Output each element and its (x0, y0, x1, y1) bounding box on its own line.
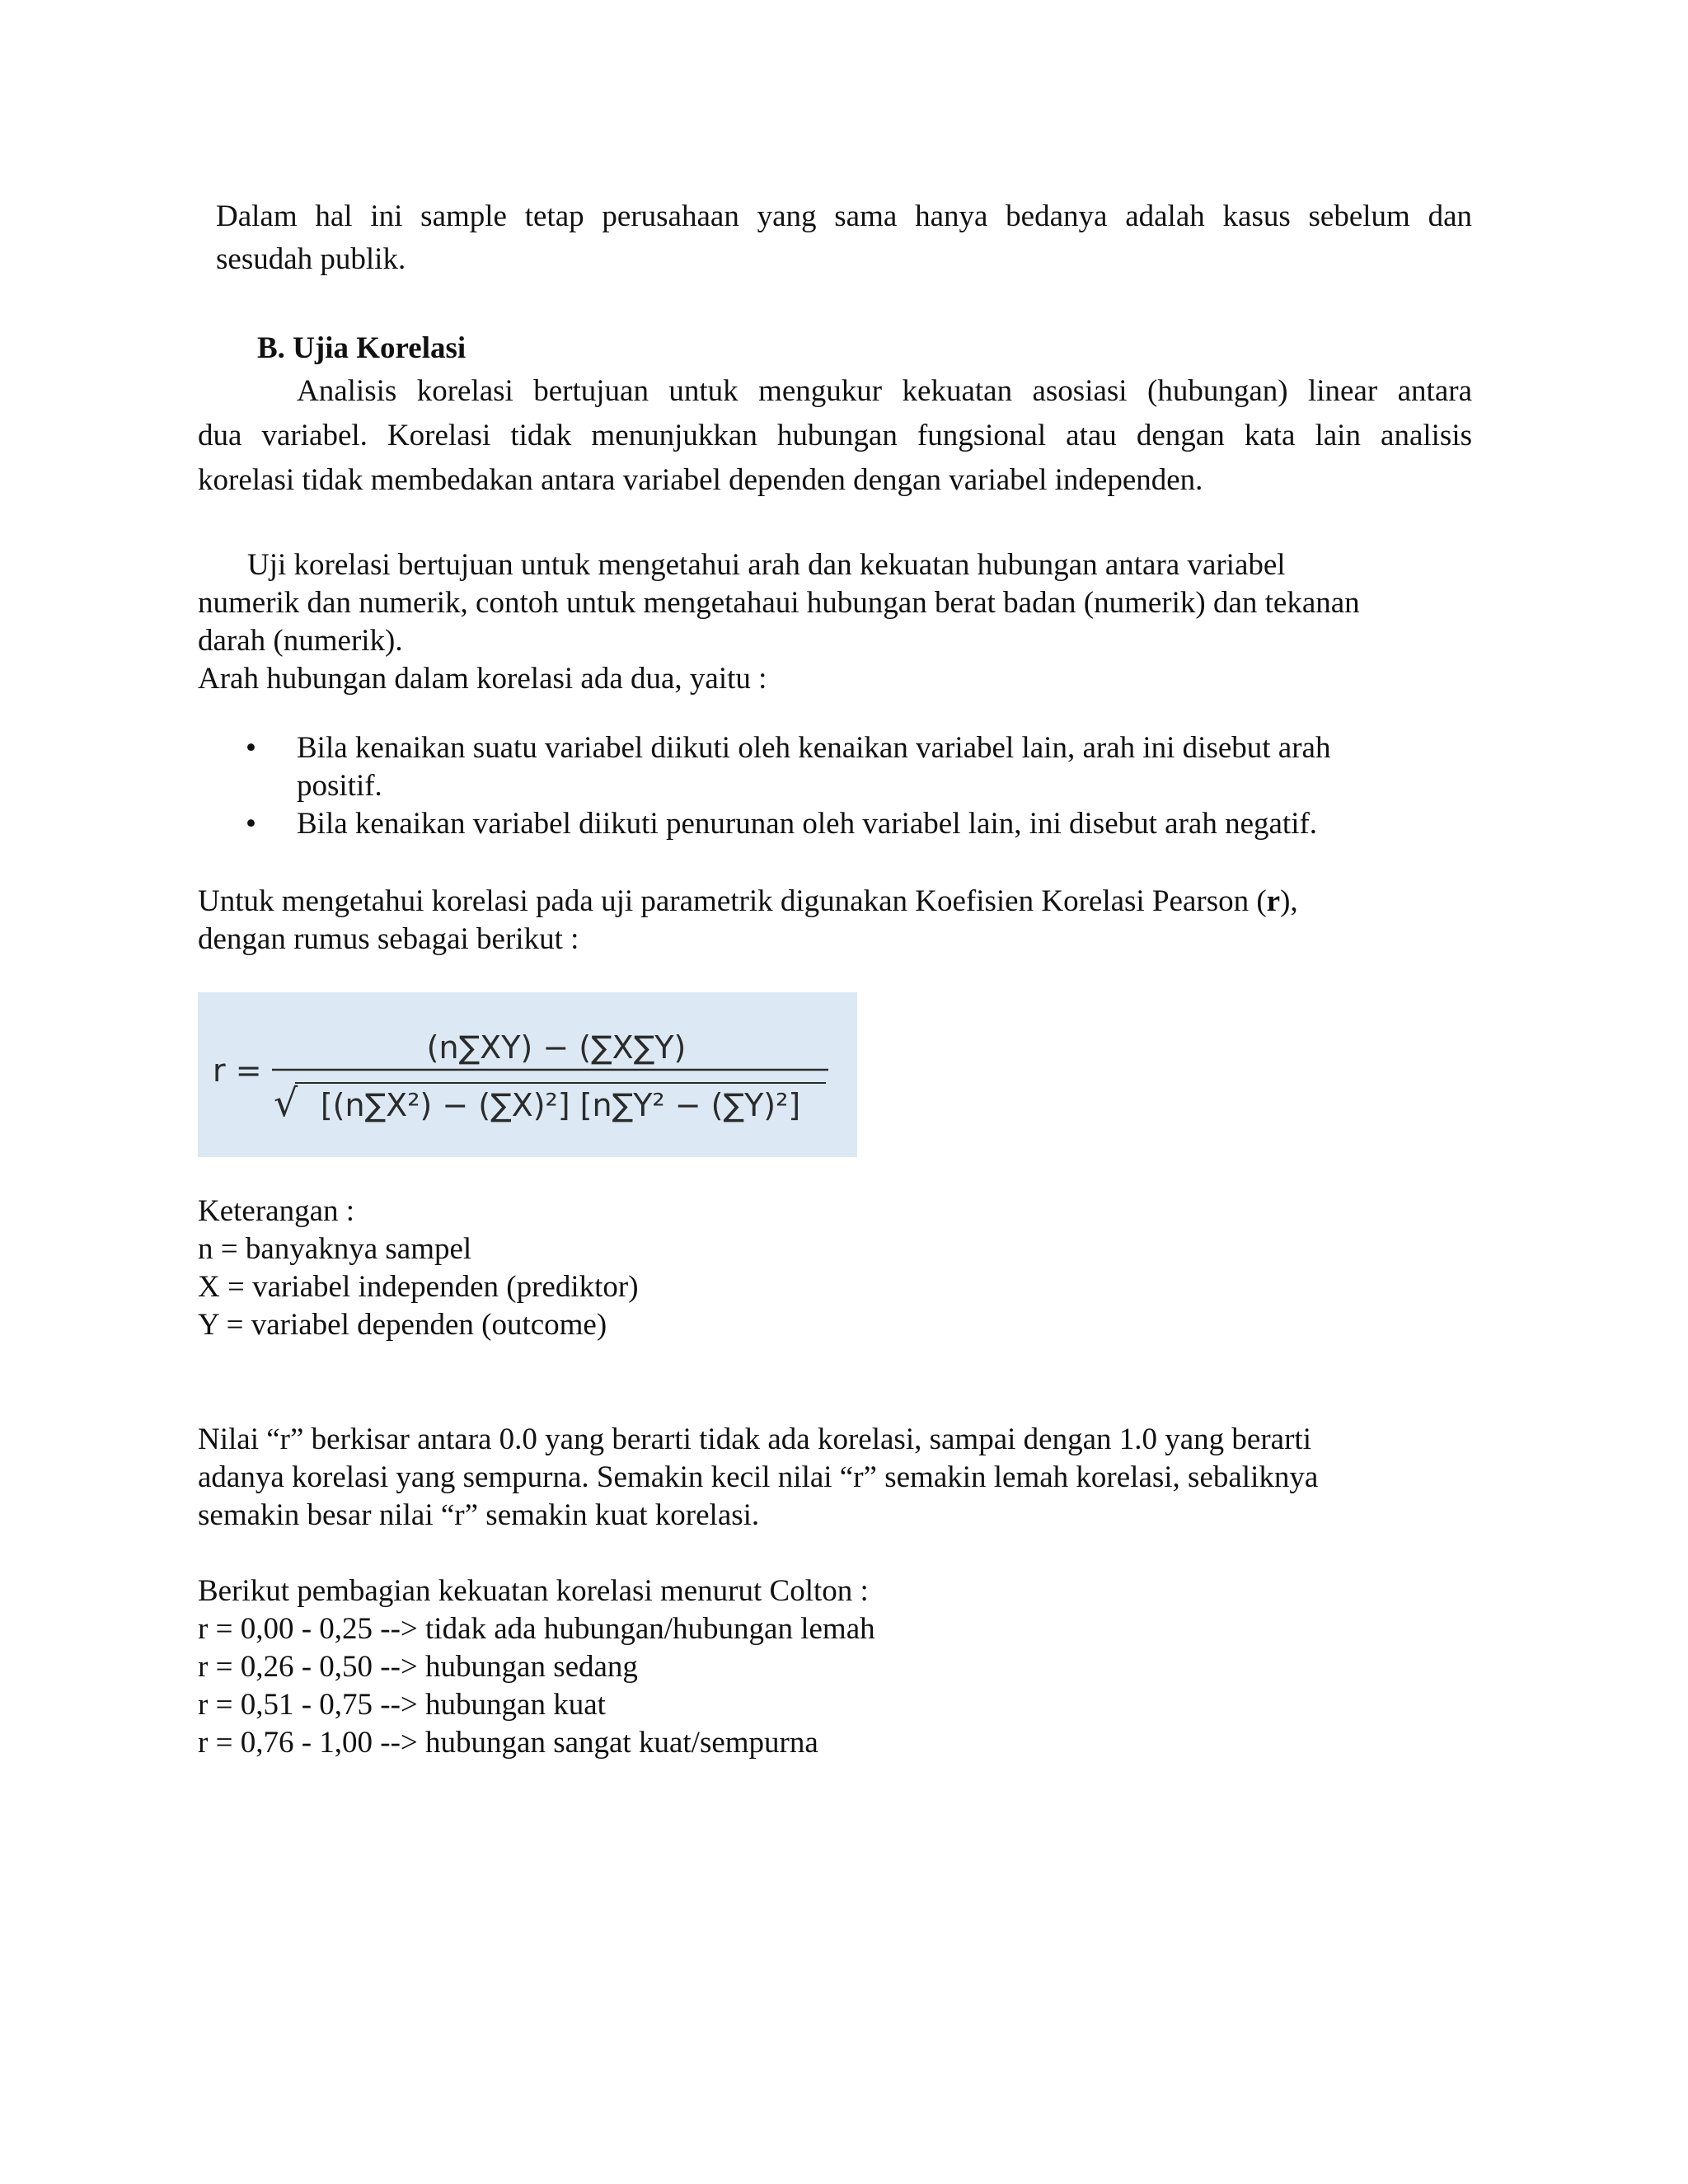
pearson-line-1-end: ), (1280, 884, 1298, 918)
formula-denominator: [(n∑X²) − (∑X)²] [n∑Y² − (∑Y)²] (320, 1087, 801, 1123)
bullet-1-line-2: positif. (297, 769, 382, 803)
colton-item-1: r = 0,00 - 0,25 --> tidak ada hubungan/hubungan lemah (198, 1612, 875, 1646)
colton-title: Berikut pembagian kekuatan korelasi menurut Colton : (198, 1574, 869, 1608)
pearson-r-symbol: r (1266, 884, 1281, 918)
bullet-marker-1: • (246, 731, 256, 765)
keterangan-item-y: Y = variabel dependen (outcome) (198, 1308, 607, 1342)
para2-line-4: Arah hubungan dalam korelasi ada dua, yaitu : (198, 662, 767, 696)
intro-line-2: sesudah publik. (216, 242, 406, 276)
para1-line-2: dua variabel. Korelasi tidak menunjukkan hubungan fungsional atau dengan kata lain analisis (198, 419, 1472, 452)
para2-line-2: numerik dan numerik, contoh untuk mengetahaui hubungan berat badan (numerik) dan tekanan (198, 586, 1360, 620)
pearson-line-2: dengan rumus sebagai berikut : (198, 922, 579, 956)
intro-line-1: Dalam hal ini sample tetap perusahaan yang sama hanya bedanya adalah kasus sebelum dan (216, 199, 1472, 233)
para1-line-1: Analisis korelasi bertujuan untuk mengukur kekuatan asosiasi (hubungan) linear antara (297, 374, 1472, 408)
keterangan-item-n: n = banyaknya sampel (198, 1232, 472, 1266)
formula-svg (198, 992, 857, 1157)
formula-lhs: r = (213, 1052, 262, 1089)
pearson-line-1 (198, 883, 1298, 921)
nilai-line-3: semakin besar nilai “r” semakin kuat korelasi. (198, 1498, 760, 1532)
colton-item-2: r = 0,26 - 0,50 --> hubungan sedang (198, 1650, 638, 1684)
section-heading: B. Ujia Korelasi (257, 331, 467, 365)
formula-radical: √ (274, 1080, 298, 1125)
colton-item-4: r = 0,76 - 1,00 --> hubungan sangat kuat/sempurna (198, 1726, 818, 1760)
para2-line-1: Uji korelasi bertujuan untuk mengetahui arah dan kekuatan hubungan antara variabel (247, 548, 1286, 582)
nilai-line-2: adanya korelasi yang sempurna. Semakin kecil nilai “r” semakin lemah korelasi, sebaliknya (198, 1460, 1319, 1494)
pearson-formula (198, 992, 857, 1157)
nilai-line-1: Nilai “r” berkisar antara 0.0 yang berarti tidak ada korelasi, sampai dengan 1.0 yang berarti (198, 1422, 1311, 1456)
bullet-marker-2: • (246, 807, 256, 841)
para1-line-3: korelasi tidak membedakan antara variabel dependen dengan variabel independen. (198, 463, 1203, 497)
para2-line-3: darah (numerik). (198, 624, 403, 658)
pearson-line-1-text: Untuk mengetahui korelasi pada uji parametrik digunakan Koefisien Korelasi Pearson ( (198, 884, 1267, 918)
bullet-1-line-1: Bila kenaikan suatu variabel diikuti oleh kenaikan variabel lain, arah ini disebut arah (297, 731, 1331, 765)
formula-numerator: (n∑XY) − (∑X∑Y) (426, 1029, 687, 1066)
colton-item-3: r = 0,51 - 0,75 --> hubungan kuat (198, 1688, 606, 1722)
keterangan-title: Keterangan : (198, 1194, 355, 1228)
bullet-2-line-1: Bila kenaikan variabel diikuti penurunan oleh variabel lain, ini disebut arah negatif. (297, 807, 1318, 841)
keterangan-item-x: X = variabel independen (prediktor) (198, 1270, 639, 1304)
